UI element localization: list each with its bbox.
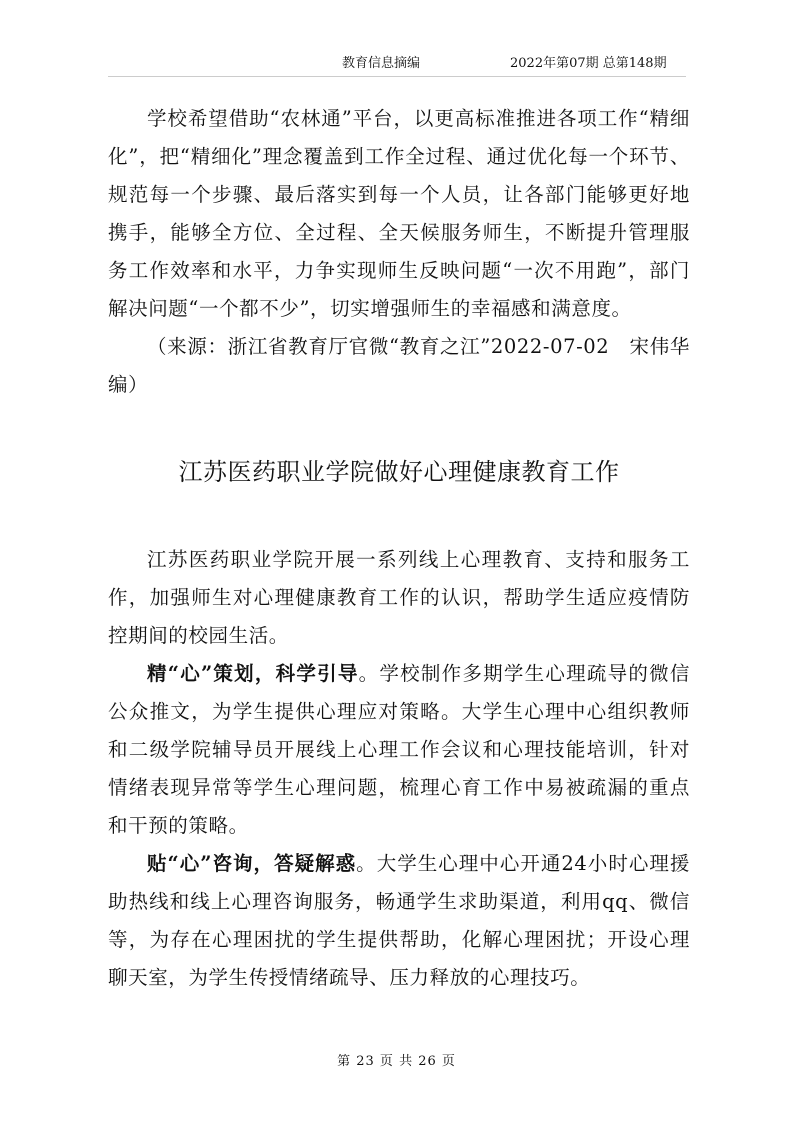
article-intro: 江苏医药职业学院开展一系列线上心理教育、支持和服务工作，加强师生对心理健康教育工作的认识，帮助学生适应疫情防控期间的校园生活。 — [108, 548, 690, 647]
article-title: 江苏医药职业学院做好心理健康教育工作 — [178, 458, 620, 486]
section-text: 。大学生心理中心开通24小时心理援助热线和线上心理咨询服务，畅通学生求助渠道，利用qq、微信等，为存在心理困扰的学生提供帮助，化解心理困扰；开设心理聊天室，为学生传授情绪疏导、压力释放的心理技巧。 — [108, 852, 690, 989]
header-divider — [108, 76, 686, 77]
page-footer: 第 23 页 共 26 页 — [337, 1054, 456, 1069]
publication-name: 教育信息摘编 — [342, 56, 421, 71]
section-paragraph — [108, 655, 690, 845]
issue-number: 2022年第07期 总第148期 — [510, 56, 667, 71]
section-paragraph — [108, 845, 690, 997]
page-content — [108, 100, 690, 997]
section-text: 。学校制作多期学生心理疏导的微信公众推文，为学生提供心理应对策略。大学生心理中心组织教师和二级学院辅导员开展线上心理工作会议和心理技能培训，针对情绪表现异常等学生心理问题，梳理心育工作中易被疏漏的重点和干预的策略。 — [108, 662, 690, 837]
section-lead: 精“心”策划，科学引导 — [147, 662, 359, 685]
continued-paragraph: 学校希望借助“农林通”平台，以更高标准推进各项工作“精细化”，把“精细化”理念覆盖到工作全过程、通过优化每一个环节、规范每一个步骤、最后落实到每一个人员，让各部门能够更好地携手，能够全方位、全过程、全天候服务师生，不断提升管理服务工作效率和水平，力争实现师生反映问题“一次不用跑”，部门解决问题“一个都不少”，切实增强师生的幸福感和满意度。 — [108, 107, 690, 320]
source-note: （来源：浙江省教育厅官微“教育之江”2022-07-02 宋伟华编） — [108, 335, 690, 396]
page-header — [0, 52, 793, 72]
section-lead: 贴“心”咨询，答疑解惑 — [147, 852, 357, 875]
